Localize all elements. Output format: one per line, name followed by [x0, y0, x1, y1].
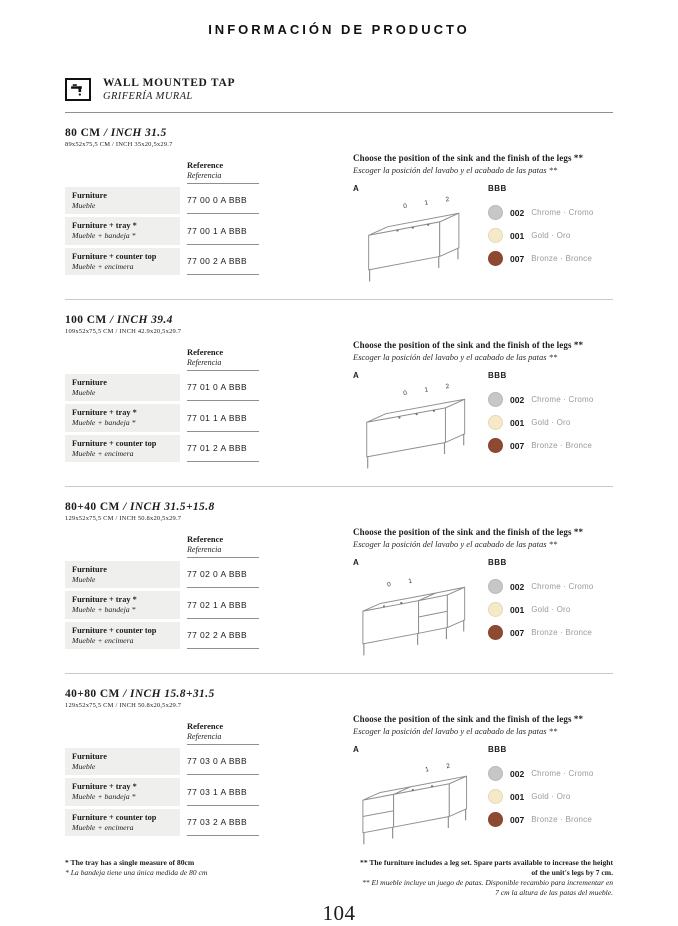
finish-name: Chrome · Cromo	[531, 582, 594, 591]
finish-option	[488, 762, 613, 785]
size-dimensions: 129x52x75,5 CM / INCH 50.8x20,5x29.7	[65, 515, 182, 522]
row-label: Furniture + counter top Mueble + encimera	[65, 622, 180, 649]
reference-header-en: Reference	[187, 721, 224, 731]
reference-header	[187, 345, 259, 371]
product-header	[65, 77, 613, 113]
row-reference: 77 03 1 A BBB	[187, 778, 259, 805]
reference-header-en: Reference	[187, 160, 224, 170]
finish-name: Bronze · Bronce	[531, 254, 592, 263]
finish-swatch-gold	[488, 415, 503, 430]
position-label: A	[353, 371, 360, 380]
finish-option	[488, 621, 613, 644]
finish-code: 001	[510, 604, 525, 615]
finish-option	[488, 808, 613, 831]
size-section-80	[65, 113, 613, 300]
footnote-legs: ** The furniture includes a leg set. Spare parts available to increase the height of the unit's legs by 7 cm. ** El mueble incluye un juego de patas. Disponible recambio para incrementar en 7 cm la altura de las patas del mueble.	[360, 858, 613, 897]
reference-header	[187, 532, 259, 558]
finish-label: BBB	[488, 745, 507, 754]
position-label: A	[353, 184, 360, 193]
finish-code: 007	[510, 440, 525, 451]
row-reference: 77 03 0 A BBB	[187, 748, 259, 775]
size-dimensions: 109x52x75,5 CM / INCH 42.9x20,5x29.7	[65, 328, 182, 335]
reference-table	[65, 158, 353, 275]
row-label: Furniture + counter top Mueble + encimera	[65, 435, 180, 462]
reference-table	[65, 532, 353, 649]
finish-code: 002	[510, 394, 525, 405]
choose-heading-es: Escoger la posición del lavabo y el acabado de las patas **	[353, 352, 558, 362]
finish-name: Bronze · Bronce	[531, 815, 592, 824]
finish-swatch-gold	[488, 228, 503, 243]
finish-swatch-chrome	[488, 205, 503, 220]
finish-code: 007	[510, 253, 525, 264]
reference-table	[65, 345, 353, 462]
finish-column	[488, 745, 613, 852]
finish-code: 007	[510, 814, 525, 825]
row-label: Furniture + tray * Mueble + bandeja *	[65, 217, 180, 244]
section-config-100	[353, 314, 613, 486]
size-dimensions: 129x52x75,5 CM / INCH 50.8x20,5x29.7	[65, 702, 182, 709]
position-label: A	[353, 745, 360, 754]
row-label: Furniture Mueble	[65, 561, 180, 588]
finish-column	[488, 371, 613, 478]
finish-code: 001	[510, 791, 525, 802]
furniture-drawing	[353, 756, 488, 852]
finish-code: 002	[510, 207, 525, 218]
finish-swatch-bronze	[488, 438, 503, 453]
choose-heading-en: Choose the position of the sink and the finish of the legs **	[353, 340, 584, 350]
row-reference: 77 03 2 A BBB	[187, 809, 259, 836]
empty-cell	[65, 345, 180, 371]
choose-heading-en: Choose the position of the sink and the finish of the legs **	[353, 527, 584, 537]
row-reference: 77 00 2 A BBB	[187, 248, 259, 275]
row-reference: 77 00 1 A BBB	[187, 217, 259, 244]
row-reference: 77 00 0 A BBB	[187, 187, 259, 214]
choose-heading-en: Choose the position of the sink and the finish of the legs **	[353, 714, 584, 724]
size-title	[65, 501, 353, 513]
size-section-80-40	[65, 487, 613, 674]
finish-label: BBB	[488, 558, 507, 567]
size-inch: / INCH 31.5+15.8	[123, 501, 215, 513]
size-section-40-80	[65, 674, 613, 846]
empty-cell	[65, 158, 180, 184]
finish-code: 002	[510, 768, 525, 779]
size-inch: / INCH 15.8+31.5	[123, 688, 215, 700]
row-reference: 77 01 1 A BBB	[187, 404, 259, 431]
finish-name: Chrome · Cromo	[531, 769, 594, 778]
size-inch: / INCH 31.5	[103, 127, 167, 139]
finish-swatches	[488, 201, 613, 270]
finish-option	[488, 434, 613, 457]
finish-option	[488, 785, 613, 808]
row-reference: 77 02 2 A BBB	[187, 622, 259, 649]
finish-name: Bronze · Bronce	[531, 441, 592, 450]
furniture-drawing	[353, 569, 488, 665]
section-table-80-40	[65, 501, 353, 673]
reference-header-es: Referencia	[187, 358, 222, 367]
product-title-en: WALL MOUNTED TAP	[103, 77, 236, 89]
finish-option	[488, 598, 613, 621]
choose-heading-en: Choose the position of the sink and the finish of the legs **	[353, 153, 584, 163]
finish-swatch-gold	[488, 602, 503, 617]
choose-heading-es: Escoger la posición del lavabo y el acabado de las patas **	[353, 539, 558, 549]
finish-swatch-bronze	[488, 251, 503, 266]
empty-cell	[65, 532, 180, 558]
reference-header-es: Referencia	[187, 171, 222, 180]
finish-name: Gold · Oro	[531, 231, 571, 240]
section-table-100	[65, 314, 353, 486]
size-value: 100 CM	[65, 314, 107, 326]
finish-option	[488, 388, 613, 411]
finish-name: Chrome · Cromo	[531, 395, 594, 404]
empty-cell	[65, 719, 180, 745]
row-label: Furniture Mueble	[65, 187, 180, 214]
finish-column	[488, 184, 613, 291]
row-reference: 77 02 0 A BBB	[187, 561, 259, 588]
size-title	[65, 314, 353, 326]
finish-swatch-chrome	[488, 766, 503, 781]
finish-swatches	[488, 575, 613, 644]
finish-option	[488, 411, 613, 434]
finish-label: BBB	[488, 184, 507, 193]
finish-code: 001	[510, 417, 525, 428]
size-section-100	[65, 300, 613, 487]
section-table-40-80	[65, 688, 353, 846]
finish-swatch-bronze	[488, 812, 503, 827]
reference-header-es: Referencia	[187, 545, 222, 554]
position-label: A	[353, 558, 360, 567]
page-title: INFORMACIÓN DE PRODUCTO	[208, 22, 470, 37]
drawing-column	[353, 558, 488, 665]
drawing-column	[353, 371, 488, 478]
finish-name: Bronze · Bronce	[531, 628, 592, 637]
row-label: Furniture Mueble	[65, 748, 180, 775]
finish-option	[488, 575, 613, 598]
page-number: 104	[322, 901, 356, 926]
row-label: Furniture + tray * Mueble + bandeja *	[65, 591, 180, 618]
finish-name: Gold · Oro	[531, 418, 571, 427]
row-label: Furniture + tray * Mueble + bandeja *	[65, 404, 180, 431]
product-title-es: GRIFERÍA MURAL	[103, 91, 193, 102]
finish-swatch-gold	[488, 789, 503, 804]
config-row	[353, 558, 613, 665]
sink-position-digits: 0 1 2	[402, 381, 458, 398]
finish-label: BBB	[488, 371, 507, 380]
size-value: 40+80 CM	[65, 688, 120, 700]
row-reference: 77 01 0 A BBB	[187, 374, 259, 401]
finish-option	[488, 247, 613, 270]
choose-heading-es: Escoger la posición del lavabo y el acabado de las patas **	[353, 165, 558, 175]
reference-header	[187, 719, 259, 745]
tap-icon	[65, 78, 91, 101]
finish-swatch-bronze	[488, 625, 503, 640]
row-reference: 77 02 1 A BBB	[187, 591, 259, 618]
sink-position-digits: 0 1 2	[402, 194, 458, 211]
size-inch: / INCH 39.4	[109, 314, 173, 326]
finish-name: Gold · Oro	[531, 605, 571, 614]
finish-name: Gold · Oro	[531, 792, 571, 801]
finish-option	[488, 201, 613, 224]
reference-header-en: Reference	[187, 347, 224, 357]
reference-header-en: Reference	[187, 534, 224, 544]
finish-name: Chrome · Cromo	[531, 208, 594, 217]
reference-table	[65, 719, 353, 836]
reference-header-es: Referencia	[187, 732, 222, 741]
row-label: Furniture + tray * Mueble + bandeja *	[65, 778, 180, 805]
furniture-drawing	[353, 195, 488, 291]
finish-option	[488, 224, 613, 247]
row-label: Furniture + counter top Mueble + encimera	[65, 248, 180, 275]
section-config-40-80	[353, 688, 613, 846]
furniture-drawing	[353, 382, 488, 478]
finish-code: 007	[510, 627, 525, 638]
reference-header	[187, 158, 259, 184]
sink-position-digits: 0 1	[386, 576, 421, 589]
footnotes	[65, 858, 613, 897]
section-config-80	[353, 127, 613, 299]
product-titles	[103, 77, 235, 102]
finish-swatches	[488, 388, 613, 457]
finish-swatch-chrome	[488, 392, 503, 407]
drawing-column	[353, 184, 488, 291]
config-row	[353, 371, 613, 478]
footnote-tray: * The tray has a single measure of 80cm * La bandeja tiene una única medida de 80 cm	[65, 858, 208, 877]
choose-heading-es: Escoger la posición del lavabo y el acabado de las patas **	[353, 726, 558, 736]
section-table-80	[65, 127, 353, 299]
row-label: Furniture Mueble	[65, 374, 180, 401]
row-reference: 77 01 2 A BBB	[187, 435, 259, 462]
size-title	[65, 688, 353, 700]
finish-code: 002	[510, 581, 525, 592]
config-row	[353, 745, 613, 852]
size-title	[65, 127, 353, 139]
size-value: 80+40 CM	[65, 501, 120, 513]
config-row	[353, 184, 613, 291]
sink-position-digits: 1 2	[424, 761, 459, 774]
finish-code: 001	[510, 230, 525, 241]
finish-column	[488, 558, 613, 665]
size-dimensions: 89x52x75,5 CM / INCH 35x20,5x29.7	[65, 141, 173, 148]
section-config-80-40	[353, 501, 613, 673]
finish-swatches	[488, 762, 613, 831]
row-label: Furniture + counter top Mueble + encimera	[65, 809, 180, 836]
finish-swatch-chrome	[488, 579, 503, 594]
drawing-column	[353, 745, 488, 852]
size-value: 80 CM	[65, 127, 101, 139]
